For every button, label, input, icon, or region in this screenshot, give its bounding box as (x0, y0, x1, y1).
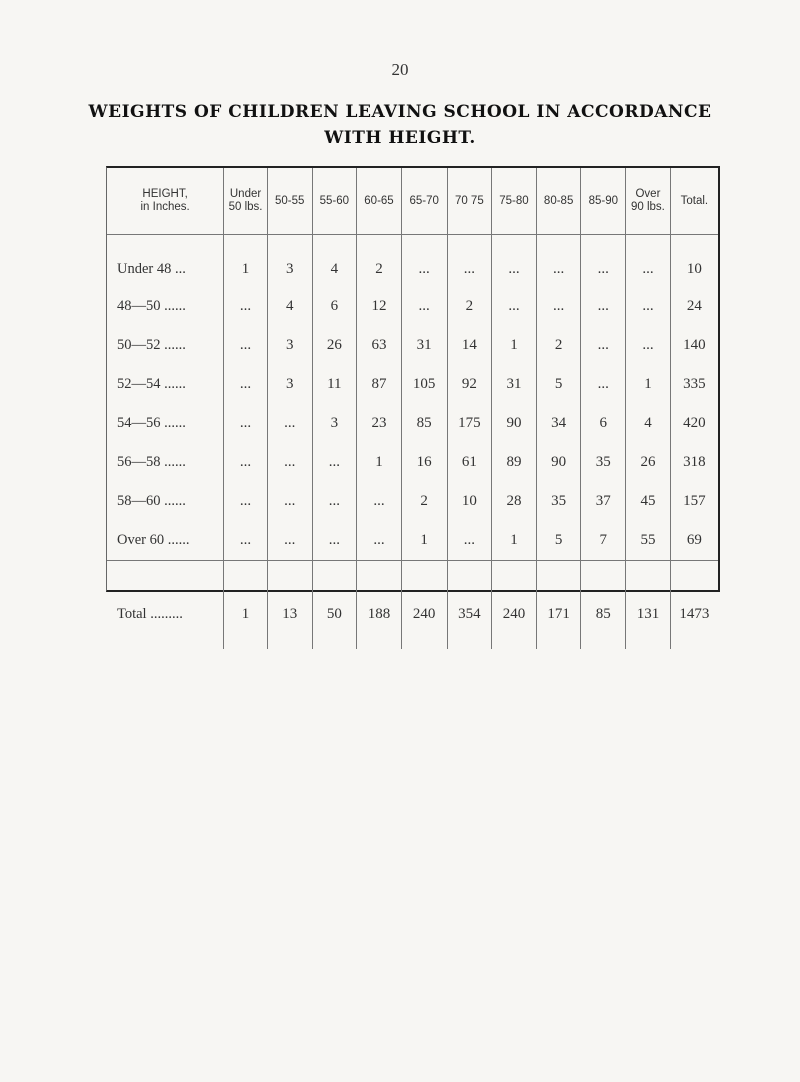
table-cell: ... (581, 287, 626, 326)
table-cell: 1 (224, 561, 268, 650)
table-cell: 1473 (670, 561, 718, 650)
table-cell: 10 (670, 235, 718, 288)
column-header (670, 168, 718, 235)
table-cell: 89 (492, 443, 537, 482)
table-header-row (107, 168, 718, 235)
column-header-text: in Inches. (140, 201, 190, 213)
table-cell: ... (447, 235, 492, 288)
table-cell: 31 (401, 326, 447, 365)
column-header (536, 168, 581, 235)
table-cell: ... (224, 365, 268, 404)
table-cell: ... (626, 326, 671, 365)
table-cell: ... (224, 482, 268, 521)
column-header-text: 70 75 (454, 194, 484, 207)
table-cell: 240 (492, 561, 537, 650)
table-cell: ... (267, 482, 312, 521)
table-row (107, 287, 718, 326)
table-cell: 35 (581, 443, 626, 482)
column-header (224, 168, 268, 235)
table-cell: 7 (581, 521, 626, 561)
table-cell: ... (581, 365, 626, 404)
column-header-text: HEIGHT, (142, 188, 188, 200)
table-cell: ... (536, 235, 581, 288)
table-cell: 3 (312, 404, 357, 443)
table-row (107, 326, 718, 365)
table-cell: ... (224, 287, 268, 326)
table-row (107, 365, 718, 404)
page-number: 20 (391, 60, 409, 79)
table-cell: 4 (626, 404, 671, 443)
page-subtitle: WITH HEIGHT. (324, 128, 476, 148)
column-header-text: 85-90 (588, 194, 618, 207)
table-cell: 24 (670, 287, 718, 326)
table-cell: 105 (401, 365, 447, 404)
table-cell: 92 (447, 365, 492, 404)
column-header-text: 75-80 (499, 194, 529, 207)
table-cell: 1 (492, 521, 537, 561)
table-cell: 420 (670, 404, 718, 443)
table-cell: ... (224, 443, 268, 482)
table-row (107, 521, 718, 561)
table-cell: 175 (447, 404, 492, 443)
table-cell: 1 (357, 443, 402, 482)
table-cell: ... (312, 443, 357, 482)
table-cell: 61 (447, 443, 492, 482)
table-cell: 2 (536, 326, 581, 365)
table-cell: 1 (626, 365, 671, 404)
table-cell: 16 (401, 443, 447, 482)
table-cell: 4 (267, 287, 312, 326)
table-cell: 45 (626, 482, 671, 521)
table-cell: ... (357, 482, 402, 521)
column-header (267, 168, 312, 235)
table-cell: ... (267, 404, 312, 443)
table-cell: ... (581, 235, 626, 288)
column-header (107, 168, 224, 235)
table-cell: 2 (447, 287, 492, 326)
table-cell: 63 (357, 326, 402, 365)
table-row (107, 482, 718, 521)
table-cell: 4 (312, 235, 357, 288)
table-cell: 5 (536, 521, 581, 561)
table-cell: 335 (670, 365, 718, 404)
table-cell: 90 (536, 443, 581, 482)
column-header-text: 90 lbs. (631, 201, 665, 213)
table-cell: 140 (670, 326, 718, 365)
column-header (626, 168, 671, 235)
table-cell: ... (357, 521, 402, 561)
table-cell: ... (312, 482, 357, 521)
row-label: 52—54 ...... (117, 376, 186, 392)
table-cell: ... (401, 235, 447, 288)
column-header-text: 60-65 (364, 194, 394, 207)
table-cell: 26 (626, 443, 671, 482)
table-cell: 55 (626, 521, 671, 561)
table-cell: 10 (447, 482, 492, 521)
table-cell: ... (492, 235, 537, 288)
table-cell: 3 (267, 365, 312, 404)
column-header-text: 65-70 (409, 194, 439, 207)
table-cell: ... (401, 287, 447, 326)
table-cell: 171 (536, 561, 581, 650)
row-label: 50—52 ...... (117, 337, 186, 353)
table-cell: 26 (312, 326, 357, 365)
table-cell: 354 (447, 561, 492, 650)
row-label: Over 60 ...... (117, 532, 190, 548)
row-label: Total ......... (107, 561, 224, 650)
column-header (492, 168, 537, 235)
column-header (447, 168, 492, 235)
table-cell: 31 (492, 365, 537, 404)
column-header-text: Under (229, 188, 262, 200)
row-label: 48—50 ...... (117, 298, 186, 314)
table-cell: 318 (670, 443, 718, 482)
column-header-text: 50-55 (274, 194, 305, 207)
table-cell: ... (447, 521, 492, 561)
row-label: 58—60 ...... (117, 493, 186, 509)
column-header-text: Over (635, 188, 661, 200)
table-cell: 1 (492, 326, 537, 365)
table-cell: 69 (670, 521, 718, 561)
row-label: 54—56 ...... (117, 415, 186, 431)
table-cell: 240 (401, 561, 447, 650)
table-cell: 3 (267, 235, 312, 288)
data-table (107, 168, 718, 649)
table-cell: ... (581, 326, 626, 365)
table-cell: 34 (536, 404, 581, 443)
table-cell: 23 (357, 404, 402, 443)
column-header-text: 55-60 (319, 194, 350, 207)
table-cell: 188 (357, 561, 402, 650)
table-cell: 13 (267, 561, 312, 650)
column-header (401, 168, 447, 235)
table-cell: 37 (581, 482, 626, 521)
table-cell: 157 (670, 482, 718, 521)
table-cell: 1 (401, 521, 447, 561)
table-cell: 2 (357, 235, 402, 288)
total-row (107, 561, 718, 650)
table-cell: 85 (581, 561, 626, 650)
table-cell: 11 (312, 365, 357, 404)
table-cell: ... (267, 443, 312, 482)
table-cell: 3 (267, 326, 312, 365)
column-header (357, 168, 402, 235)
table-row (107, 404, 718, 443)
column-header-text: 50 lbs. (228, 201, 263, 213)
table-cell: 14 (447, 326, 492, 365)
table-cell: 35 (536, 482, 581, 521)
table-cell: 131 (626, 561, 671, 650)
table-cell: ... (224, 326, 268, 365)
weights-table (106, 166, 720, 622)
table-cell: ... (492, 287, 537, 326)
row-label: Under 48 ... (117, 260, 186, 277)
column-header (312, 168, 357, 235)
table-cell: ... (224, 521, 268, 561)
table-cell: 6 (312, 287, 357, 326)
column-header (581, 168, 626, 235)
column-header-text: 80-85 (543, 194, 574, 207)
table-cell: ... (267, 521, 312, 561)
row-label: 56—58 ...... (117, 454, 186, 470)
table-cell: 90 (492, 404, 537, 443)
table-cell: ... (224, 404, 268, 443)
table-row (107, 235, 718, 288)
table-cell: 1 (224, 235, 268, 288)
table-cell: 50 (312, 561, 357, 650)
table-cell: ... (312, 521, 357, 561)
page-title: WEIGHTS OF CHILDREN LEAVING SCHOOL IN ACCORDANCE (88, 102, 712, 122)
table-row (107, 443, 718, 482)
table-cell: 85 (401, 404, 447, 443)
table-cell: 5 (536, 365, 581, 404)
table-cell: 87 (357, 365, 402, 404)
table-cell: ... (626, 235, 671, 288)
column-header-text: Total. (680, 194, 709, 207)
table-cell: ... (626, 287, 671, 326)
table-cell: ... (536, 287, 581, 326)
table-cell: 6 (581, 404, 626, 443)
table-cell: 28 (492, 482, 537, 521)
table-cell: 12 (357, 287, 402, 326)
table-cell: 2 (401, 482, 447, 521)
